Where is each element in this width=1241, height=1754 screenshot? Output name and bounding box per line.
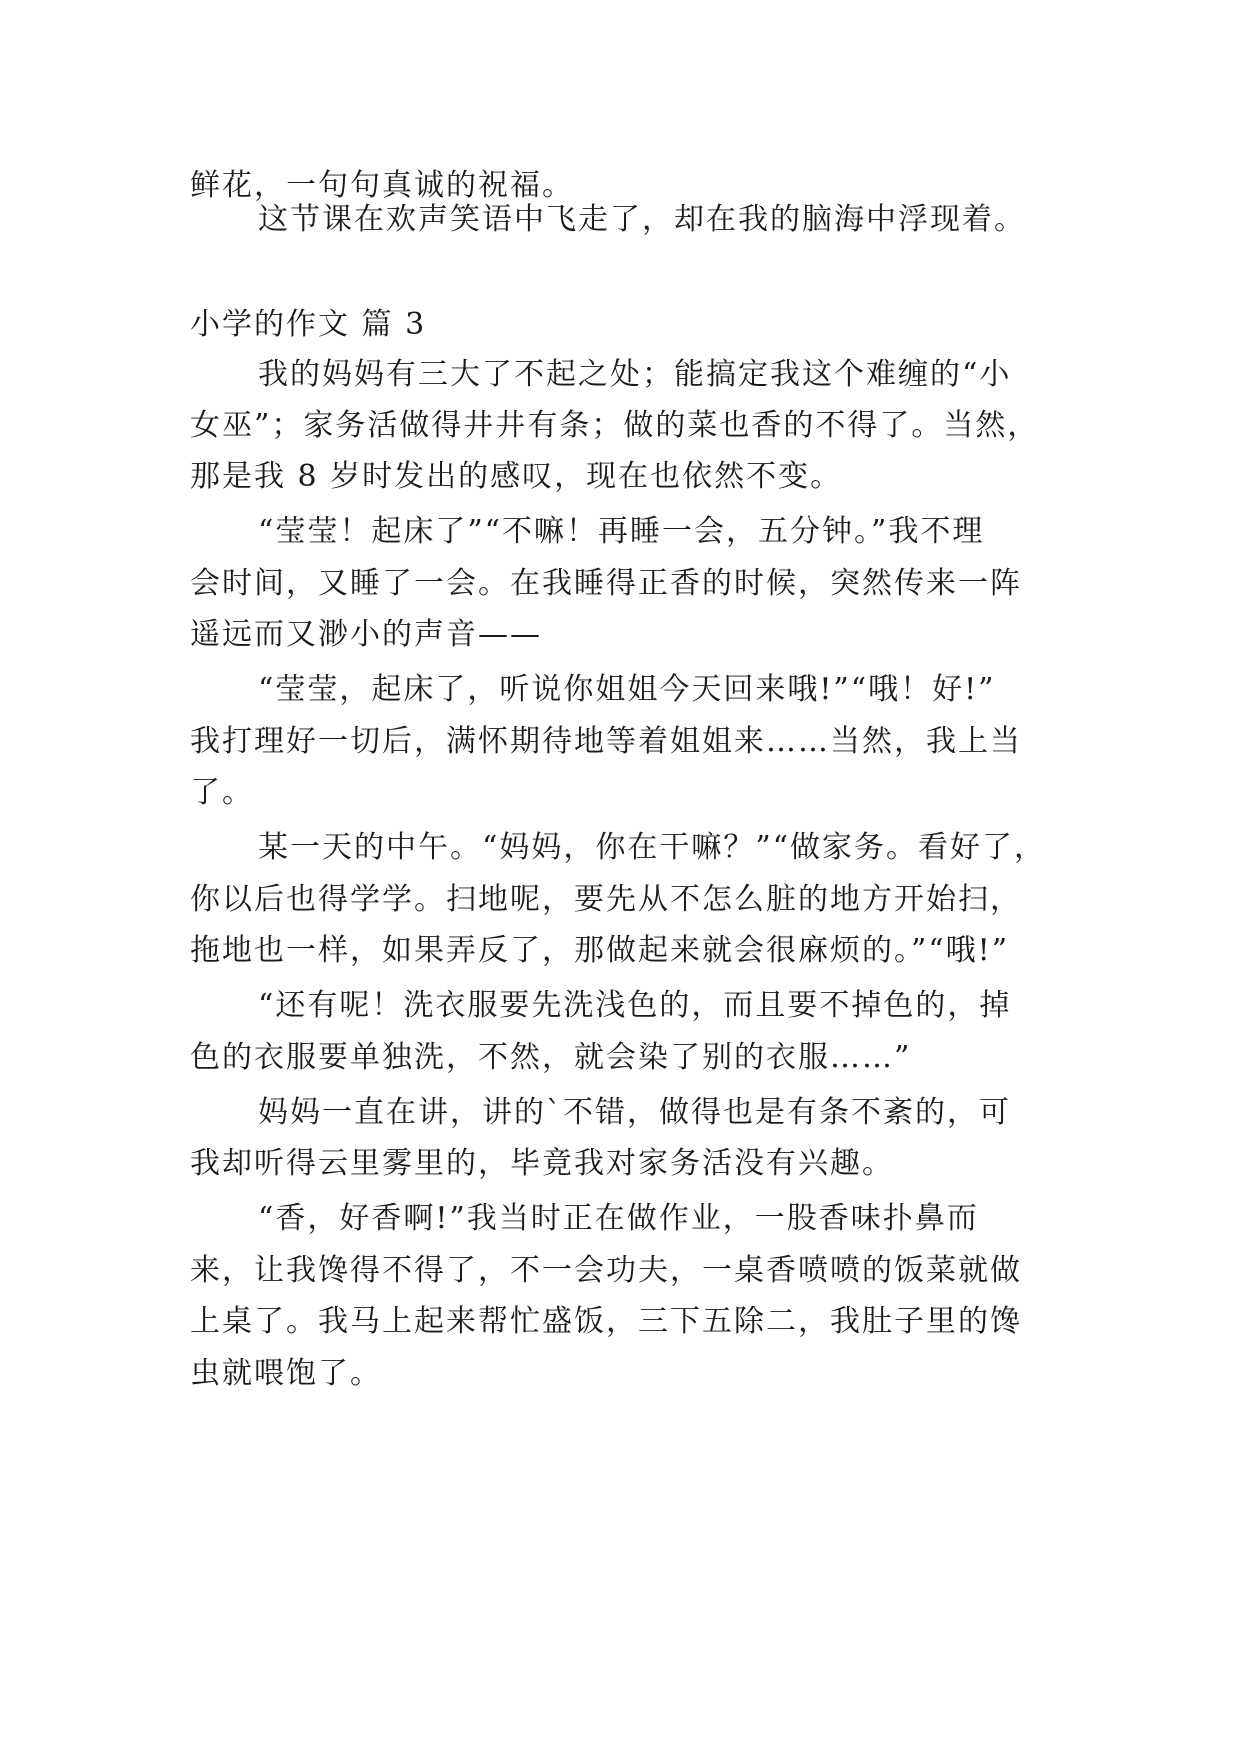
paragraph-line: 女巫”；家务活做得井井有条；做的菜也香的不得了。当然， (190, 408, 1040, 443)
paragraph-line: “香，好香啊!”我当时正在做作业，一股香味扑鼻而 (258, 1201, 979, 1236)
paragraph-line: 某一天的中午。“妈妈，你在干嘛？”“做家务。看好了， (258, 830, 1047, 865)
paragraph-line: 来，让我馋得不得了，不一会功夫，一桌香喷喷的饭菜就做 (190, 1253, 1022, 1288)
paragraph-line: “莹莹！起床了”“不嘛！再睡一会，五分钟。”我不理 (258, 514, 985, 549)
paragraph-line: 拖地也一样，如果弄反了，那做起来就会很麻烦的。”“哦!” (190, 933, 1010, 968)
paragraph-line: 我却听得云里雾里的，毕竟我对家务活没有兴趣。 (190, 1146, 894, 1181)
paragraph-line: 你以后也得学学。扫地呢，要先从不怎么脏的地方开始扫， (190, 882, 1022, 917)
section-heading: 小学的作文 篇 3 (190, 307, 427, 342)
paragraph-line: 上桌了。我马上起来帮忙盛饭，三下五除二，我肚子里的馋 (190, 1304, 1022, 1339)
paragraph-line: 色的衣服要单独洗，不然，就会染了别的衣服……” (190, 1040, 912, 1075)
paragraph-line: 遥远而又渺小的声音—— (190, 617, 542, 652)
text-line: 鲜花，一句句真诚的祝福。 (190, 168, 574, 203)
paragraph-line: “莹莹，起床了，听说你姐姐今天回来哦!”“哦！好!” (258, 672, 996, 707)
paragraph-line: 这节课在欢声笑语中飞走了，却在我的脑海中浮现着。 (258, 202, 1026, 237)
paragraph-line: 了。 (190, 775, 254, 810)
paragraph-line: 虫就喂饱了。 (190, 1356, 382, 1391)
paragraph-line: 那是我 8 岁时发出的感叹，现在也依然不变。 (190, 459, 843, 494)
paragraph-line: 我打理好一切后，满怀期待地等着姐姐来……当然，我上当 (190, 724, 1022, 759)
paragraph-line: 妈妈一直在讲，讲的`不错，做得也是有条不紊的，可 (258, 1095, 1011, 1130)
paragraph-line: 我的妈妈有三大了不起之处；能搞定我这个难缠的“小 (258, 357, 1012, 392)
paragraph-line: 会时间，又睡了一会。在我睡得正香的时候，突然传来一阵 (190, 566, 1022, 601)
paragraph-line: “还有呢！洗衣服要先洗浅色的，而且要不掉色的，掉 (258, 988, 1012, 1023)
